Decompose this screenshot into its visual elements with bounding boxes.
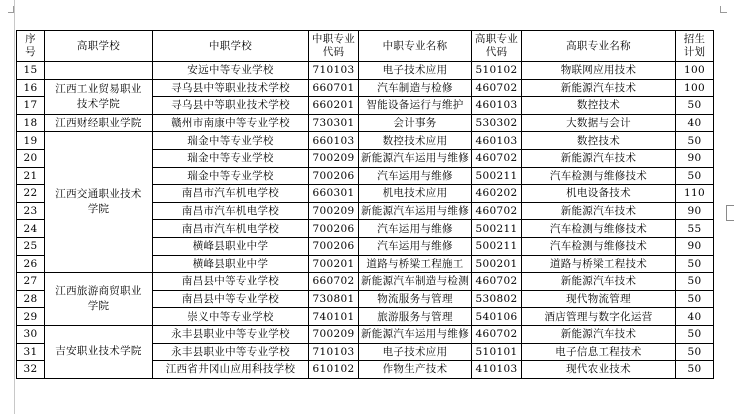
cell-seq: 22 [17,185,45,203]
crop-mark [720,12,727,13]
cell-mv-code: 730301 [309,114,359,132]
cell-seq: 17 [17,97,45,115]
cell-quota: 50 [676,97,714,115]
cell-hv-major: 酒店管理与数字化运营 [522,308,676,326]
cell-hv-major: 现代农业技术 [522,361,676,379]
cell-mv-major: 作物生产技术 [359,361,472,379]
cell-mv-code: 710103 [309,62,359,80]
table-row [17,273,714,291]
cell-hv-school: 江西财经职业学院 [45,114,153,132]
cell-seq: 32 [17,361,45,379]
cell-mv-school: 永丰县职业中等专业学校 [153,343,309,361]
table-row [17,132,714,150]
table-row [17,114,714,132]
cell-hv-code: 460103 [472,97,522,115]
cell-hv-code: 510102 [472,62,522,80]
cell-seq: 29 [17,308,45,326]
cell-hv-major: 数控技术 [522,132,676,150]
cell-mv-code: 660103 [309,132,359,150]
header-hv-code: 高职专业代码 [472,31,522,62]
cell-mv-major: 电子技术应用 [359,343,472,361]
cell-mv-school: 南昌县中等专业学校 [153,290,309,308]
cell-mv-school: 南昌市汽车机电学校 [153,220,309,238]
cell-quota: 50 [676,290,714,308]
cell-hv-school: 吉安职业技术学院 [45,325,153,378]
cell-hv-code: 460702 [472,202,522,220]
cell-mv-school: 寻乌县中等职业技术学校 [153,79,309,97]
cell-mv-school: 瑞金中等专业学校 [153,167,309,185]
cell-hv-code: 460103 [472,132,522,150]
cell-seq: 20 [17,149,45,167]
cell-mv-school: 南昌市汽车机电学校 [153,202,309,220]
cell-mv-school: 瑞金中等专业学校 [153,149,309,167]
cell-hv-major: 新能源汽车技术 [522,79,676,97]
cell-quota: 40 [676,114,714,132]
cell-hv-major: 数控技术 [522,97,676,115]
cell-mv-code: 700201 [309,255,359,273]
cell-seq: 25 [17,237,45,255]
cell-mv-major: 道路与桥梁工程施工 [359,255,472,273]
cell-hv-code: 460702 [472,149,522,167]
cell-hv-code: 460202 [472,185,522,203]
header-hv-school: 高职学校 [45,31,153,62]
cell-hv-code: 500211 [472,220,522,238]
cell-mv-major: 新能源汽车制造与检测 [359,273,472,291]
cell-mv-school: 横峰县职业中学 [153,237,309,255]
cell-quota: 100 [676,62,714,80]
cell-hv-major: 物联网应用技术 [522,62,676,80]
cell-quota: 90 [676,202,714,220]
cell-hv-major: 汽车检测与维修技术 [522,220,676,238]
cell-mv-major: 物流服务与管理 [359,290,472,308]
cell-quota: 110 [676,185,714,203]
cell-seq: 18 [17,114,45,132]
cell-mv-school: 横峰县职业中学 [153,255,309,273]
cell-quota: 50 [676,255,714,273]
table-row [17,79,714,97]
table-resize-handle[interactable] [726,205,734,221]
crop-mark [720,6,721,13]
cell-mv-major: 汽车制造与检修 [359,79,472,97]
cell-mv-code: 700206 [309,237,359,255]
cell-hv-code: 500211 [472,167,522,185]
cell-mv-major: 汽车运用与维修 [359,220,472,238]
cell-hv-code: 530802 [472,290,522,308]
cell-quota: 50 [676,167,714,185]
cell-mv-code: 700209 [309,149,359,167]
cell-quota: 55 [676,220,714,238]
cell-quota: 50 [676,273,714,291]
cell-mv-code: 700206 [309,220,359,238]
cell-mv-major: 新能源汽车运用与维修 [359,202,472,220]
cell-mv-major: 会计事务 [359,114,472,132]
cell-hv-major: 新能源汽车技术 [522,325,676,343]
cell-hv-major: 新能源汽车技术 [522,202,676,220]
cell-mv-school: 崇义中等专业学校 [153,308,309,326]
cell-quota: 50 [676,325,714,343]
cell-mv-code: 610102 [309,361,359,379]
cell-mv-major: 机电技术应用 [359,185,472,203]
cell-hv-code: 460702 [472,325,522,343]
cell-hv-major: 汽车检测与维修技术 [522,167,676,185]
table-row [17,62,714,80]
cell-hv-school [45,62,153,80]
crop-mark [13,6,14,13]
cell-seq: 21 [17,167,45,185]
cell-mv-major: 旅游服务与管理 [359,308,472,326]
header-mv-code: 中职专业代码 [309,31,359,62]
cell-hv-major: 机电设备技术 [522,185,676,203]
cell-seq: 27 [17,273,45,291]
cell-mv-school: 寻乌县中等职业技术学校 [153,97,309,115]
cell-mv-code: 660702 [309,273,359,291]
header-quota: 招生计划 [676,31,714,62]
cell-mv-major: 新能源汽车运用与维修 [359,149,472,167]
cell-mv-school: 瑞金中等专业学校 [153,132,309,150]
cell-hv-major: 现代物流管理 [522,290,676,308]
cell-hv-code: 500201 [472,255,522,273]
cell-mv-code: 660701 [309,79,359,97]
cell-hv-code: 500211 [472,237,522,255]
cell-seq: 16 [17,79,45,97]
cell-mv-major: 数控技术应用 [359,132,472,150]
cell-quota: 90 [676,149,714,167]
cell-seq: 30 [17,325,45,343]
header-seq: 序号 [17,31,45,62]
header-row [17,31,714,62]
left-page-margin [0,0,15,414]
cell-hv-major: 道路与桥梁工程技术 [522,255,676,273]
cell-seq: 31 [17,343,45,361]
cell-hv-code: 460702 [472,79,522,97]
cell-mv-major: 新能源汽车运用与维修 [359,325,472,343]
cell-hv-school: 江西旅游商贸职业学院 [45,273,153,326]
cell-hv-major: 新能源汽车技术 [522,273,676,291]
enrollment-plan-table [16,30,714,379]
cell-seq: 23 [17,202,45,220]
cell-mv-code: 660201 [309,97,359,115]
cell-mv-school: 安远中等专业学校 [153,62,309,80]
cell-hv-school: 江西交通职业技术学院 [45,132,153,273]
cell-seq: 15 [17,62,45,80]
cell-hv-code: 410103 [472,361,522,379]
cell-quota: 50 [676,132,714,150]
cell-mv-major: 汽车运用与维修 [359,167,472,185]
cell-hv-code: 530302 [472,114,522,132]
cell-quota: 50 [676,361,714,379]
cell-seq: 24 [17,220,45,238]
cell-quota: 40 [676,308,714,326]
cell-mv-major: 智能设备运行与维护 [359,97,472,115]
table-row [17,325,714,343]
cell-mv-code: 710103 [309,343,359,361]
cell-seq: 19 [17,132,45,150]
cell-hv-code: 510101 [472,343,522,361]
header-mv-school: 中职学校 [153,31,309,62]
cell-mv-code: 660301 [309,185,359,203]
cell-mv-code: 730801 [309,290,359,308]
cell-hv-code: 460702 [472,273,522,291]
cell-mv-school: 赣州市南康中等专业学校 [153,114,309,132]
cell-hv-major: 新能源汽车技术 [522,149,676,167]
cell-mv-school: 永丰县职业中等专业学校 [153,325,309,343]
header-mv-major: 中职专业名称 [359,31,472,62]
cell-seq: 26 [17,255,45,273]
cell-mv-major: 汽车运用与维修 [359,237,472,255]
cell-quota: 50 [676,343,714,361]
cell-hv-major: 电子信息工程技术 [522,343,676,361]
cell-quota: 100 [676,79,714,97]
cell-seq: 28 [17,290,45,308]
cell-hv-school: 江西工业贸易职业技术学院 [45,79,153,114]
cell-mv-major: 电子技术应用 [359,62,472,80]
header-hv-major: 高职专业名称 [522,31,676,62]
cell-mv-school: 江西省井冈山应用科技学校 [153,361,309,379]
cell-hv-major: 汽车检测与维修技术 [522,237,676,255]
cell-hv-major: 大数据与会计 [522,114,676,132]
cell-mv-school: 南昌县中等专业学校 [153,273,309,291]
cell-mv-code: 700209 [309,202,359,220]
cell-mv-code: 700209 [309,325,359,343]
cell-mv-school: 南昌市汽车机电学校 [153,185,309,203]
cell-mv-code: 700206 [309,167,359,185]
cell-quota: 90 [676,237,714,255]
cell-hv-code: 540106 [472,308,522,326]
cell-mv-code: 740101 [309,308,359,326]
